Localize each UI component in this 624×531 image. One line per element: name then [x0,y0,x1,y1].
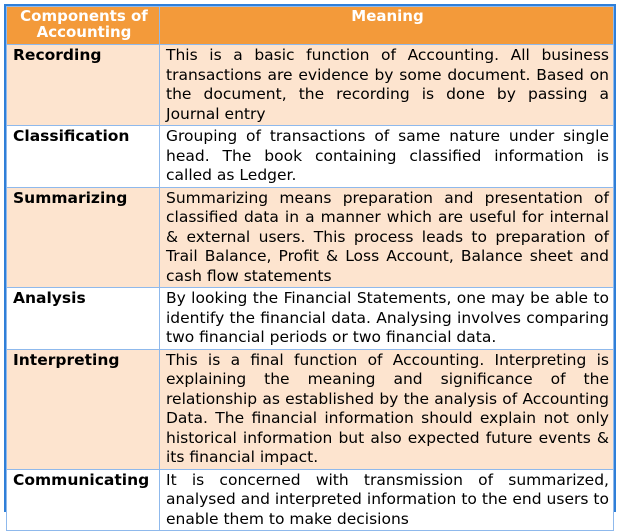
header-meaning: Meaning [160,7,614,45]
row-meaning-communicating: It is concerned with transmission of summarized, analysed and interpreted information to the end users to enable them to make decisions [160,469,614,531]
header-components: Components of Accounting [7,7,160,45]
table-row [7,187,614,288]
accounting-functions-frame [4,4,616,528]
row-meaning-analysis: By looking the Financial Statements, one may be able to identify the financial data. Analysing involves comparing two financial periods or two financial data. [160,288,614,350]
row-term-communicating: Communicating [7,469,160,531]
table-row [7,469,614,531]
row-meaning-summarizing: Summarizing means preparation and presentation of classified data in a manner which are useful for internal & external users. This process leads to preparation of Trail Balance, Profit & Loss Account, Balance sheet and cash flow statements [160,187,614,288]
table-row [7,126,614,188]
row-meaning-classification: Grouping of transactions of same nature under single head. The book containing classified information is called as Ledger. [160,126,614,188]
row-term-recording: Recording [7,45,160,126]
row-meaning-interpreting: This is a final function of Accounting. Interpreting is explaining the meaning and significance of the relationship as established by the analysis of Accounting Data. The financial information should explain not only historical information but also expected future events & its financial impact. [160,349,614,469]
row-meaning-recording: This is a basic function of Accounting. All business transactions are evidence by some document. Based on the document, the recording is done by passing a Journal entry [160,45,614,126]
table-header-row [7,7,614,45]
row-term-analysis: Analysis [7,288,160,350]
table-row [7,45,614,126]
table-row [7,288,614,350]
row-term-classification: Classification [7,126,160,188]
row-term-interpreting: Interpreting [7,349,160,469]
row-term-summarizing: Summarizing [7,187,160,288]
accounting-functions-table [6,6,614,531]
table-row [7,349,614,469]
